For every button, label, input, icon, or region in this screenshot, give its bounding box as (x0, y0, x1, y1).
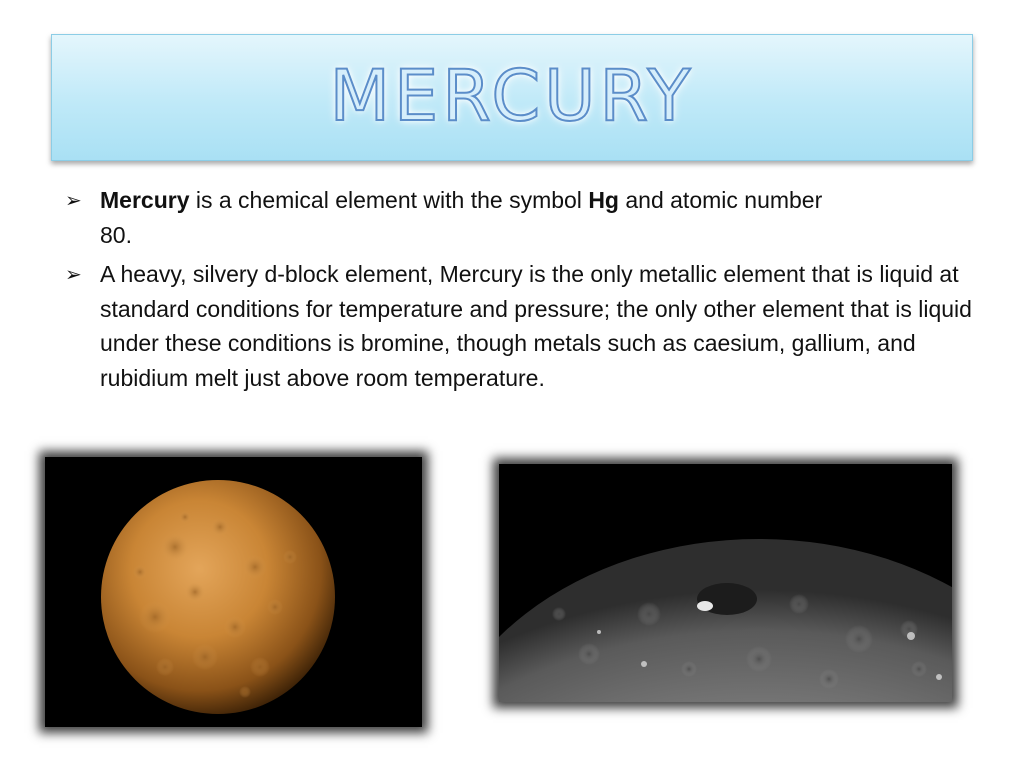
planet-mercury-image (45, 457, 422, 727)
hg-bold-symbol: Hg (588, 187, 619, 213)
bullet-1-text-b: and atomic number 80. (100, 187, 823, 248)
mercury-bold-term: Mercury (100, 187, 190, 213)
title-banner (51, 34, 973, 161)
bullet-item-1 (62, 183, 860, 252)
slide-title: MERCURY (329, 54, 695, 137)
mercury-surface-image (499, 464, 952, 702)
bullet-item-2 (62, 257, 982, 395)
arrow-bullet-icon: ➢ (65, 262, 82, 286)
arrow-bullet-icon: ➢ (65, 188, 82, 212)
bullet-list (62, 183, 982, 400)
bullet-1-text-a: is a chemical element with the symbol (189, 187, 589, 213)
bullet-2-text: A heavy, silvery d-block element, Mercury is the only metallic element that is liquid at standard conditions for temperature and pressure; the only other element that is liquid under these conditions is bromine, though metals such as caesium, gallium, and rubidium melt just above room temperature. (100, 261, 972, 391)
